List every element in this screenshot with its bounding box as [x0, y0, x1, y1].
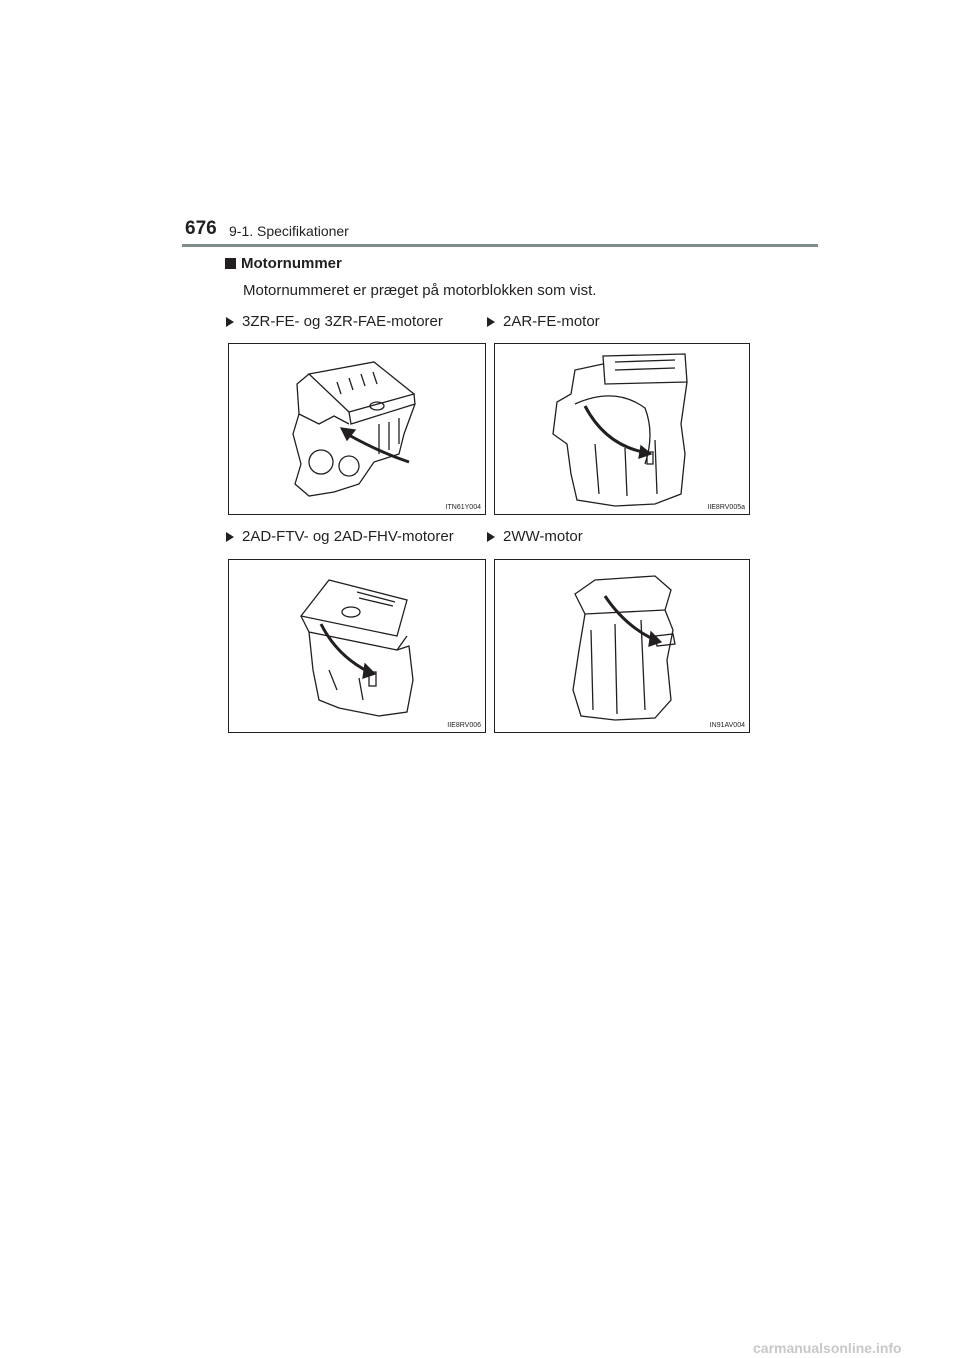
figure-caption-text: 2AR-FE-motor [503, 313, 600, 330]
section-title: 9-1. Specifikationer [229, 223, 349, 239]
figure-engine-4 [494, 559, 750, 733]
engine-illustration-icon [229, 344, 487, 516]
figure-caption-text: 2AD-FTV- og 2AD-FHV-motorer [242, 528, 454, 545]
figure-engine-1 [228, 343, 486, 515]
figure-code: IIE8RV005a [707, 504, 745, 511]
engine-illustration-icon [495, 560, 751, 734]
figure-engine-2 [494, 343, 750, 515]
triangle-bullet-icon [226, 532, 234, 542]
figure-caption-2 [487, 313, 600, 330]
heading-text: Motornummer [241, 255, 342, 272]
figure-caption-3 [226, 528, 454, 545]
square-bullet-icon [225, 258, 236, 269]
figure-code: IIE8RV006 [447, 722, 481, 729]
figure-engine-3 [228, 559, 486, 733]
header-divider [182, 244, 818, 247]
watermark: carmanualsonline.info [753, 1340, 902, 1356]
figure-caption-text: 3ZR-FE- og 3ZR-FAE-motorer [242, 313, 443, 330]
figure-caption-text: 2WW-motor [503, 528, 583, 545]
engine-illustration-icon [495, 344, 751, 516]
figure-caption-4 [487, 528, 583, 545]
triangle-bullet-icon [226, 317, 234, 327]
figure-caption-1 [226, 313, 443, 330]
figure-code: ITN61Y004 [445, 504, 481, 511]
figure-code: IN91AV004 [709, 722, 745, 729]
triangle-bullet-icon [487, 532, 495, 542]
triangle-bullet-icon [487, 317, 495, 327]
heading-motornummer [225, 255, 342, 272]
page-number: 676 [185, 218, 217, 239]
body-text: Motornummeret er præget på motorblokken som vist. [243, 282, 597, 299]
engine-illustration-icon [229, 560, 487, 734]
